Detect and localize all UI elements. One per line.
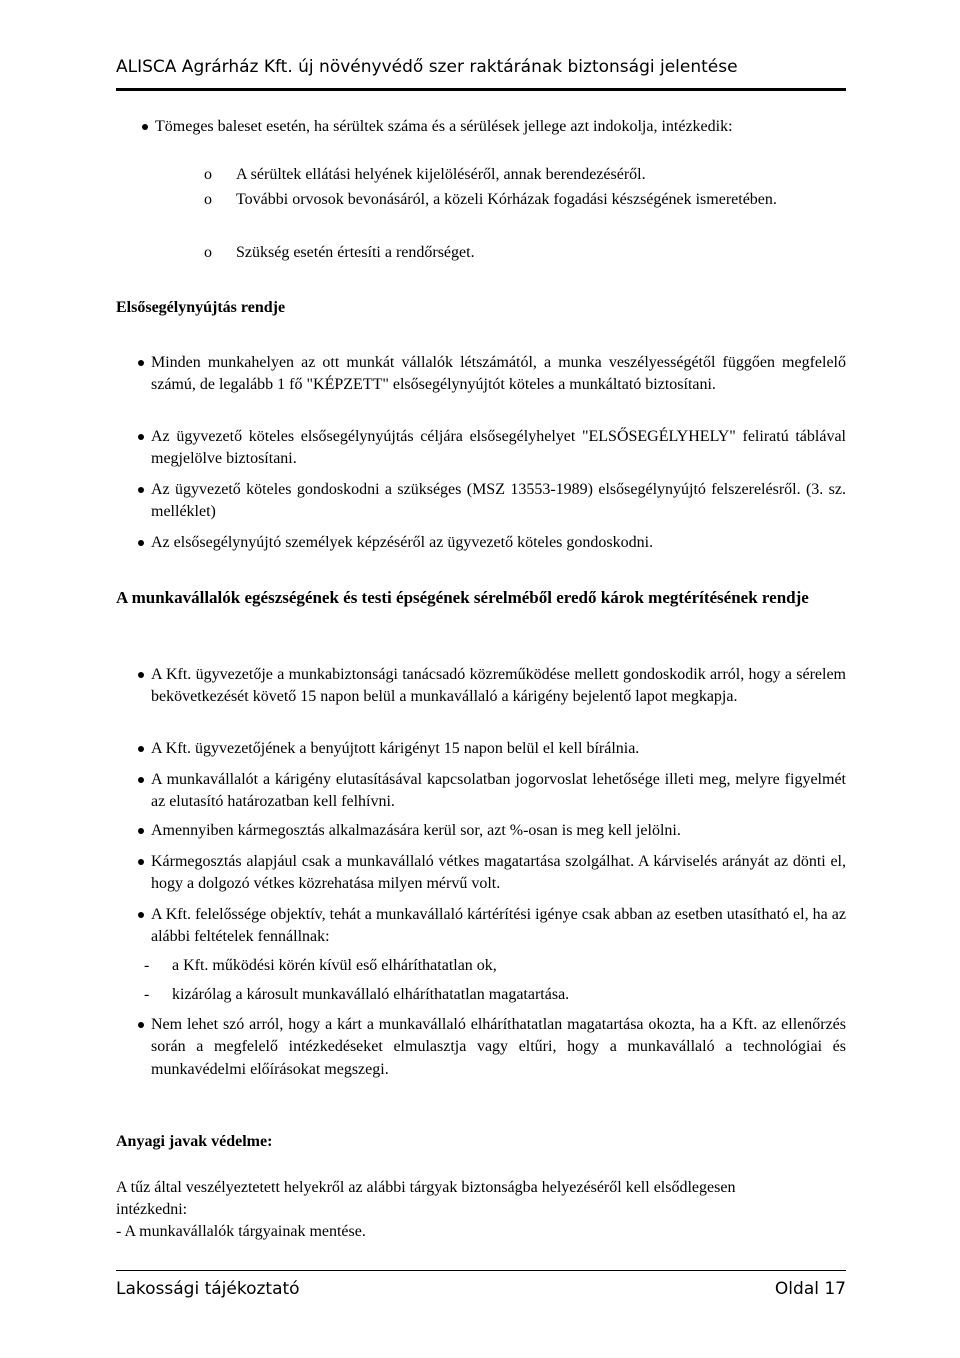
header-title: ALISCA Agrárház Kft. új növényvédő szer raktárának biztonsági jelentése [116,57,738,77]
list-item: Az ügyvezető köteles elsősegélynyújtás céljára elsősegélyhelyet "ELSŐSEGÉLYHELY" feliratú táblával megjelölve biztosítani. [151,426,846,471]
sub-list-item: o A sérültek ellátási helyének kijelöléséről, annak berendezéséről. [236,164,846,186]
list-item: Az elsősegélynyújtó személyek képzéséről az ügyvezető köteles gondoskodni. [151,532,846,554]
footer-left: Lakossági tájékoztató [116,1279,300,1299]
page-number: Oldal 17 [774,1279,846,1299]
list-item: Minden munkahelyen az ott munkát vállalók létszámától, a munka veszélyességétől függően megfelelő számú, de legalább 1 fő "KÉPZETT" elsősegélynyújtót köteles a munkáltató biztosítani. [151,352,846,397]
list-item: A Kft. felelőssége objektív, tehát a munkavállaló kártérítési igénye csak abban az esetben utasítható el, ha az alábbi feltételek fennállnak: [151,904,846,949]
paragraph: - A munkavállalók tárgyainak mentése. [116,1223,366,1240]
list-item: Kármegosztás alapjául csak a munkavállaló vétkes magatartása szolgálhat. A kárviselés arányát az dönti el, hogy a dolgozó vétkes közrehatása milyen mérvű volt. [151,851,846,896]
list-item: A Kft. ügyvezetőjének a benyújtott kárigényt 15 napon belül el kell bírálnia. [151,738,846,760]
footer-divider [116,1270,846,1271]
sub-list-item: o További orvosok bevonásáról, a közeli Kórházak fogadási készségének ismeretében. [236,189,846,211]
section-heading: Anyagi javak védelme: [116,1133,273,1150]
page-header [116,57,846,91]
sub-list-item: o Szükség esetén értesíti a rendőrséget. [236,242,846,264]
list-item: A Kft. ügyvezetője a munkabiztonsági tanácsadó közreműködése mellett gondoskodik arról, hogy a sérelem bekövetkezését követő 15 napon belül a munkavállaló a kárigény bejelentő lapot megkapja. [151,664,846,709]
list-item: A munkavállalót a kárigény elutasításával kapcsolatban jogorvoslat lehetősége illeti meg, melyre figyelmét az elutasító határozatban kell felhívni. [151,769,846,814]
dash-item: - a Kft. működési körén kívül eső elháríthatatlan ok, [172,955,846,977]
list-item: Amennyiben kármegosztás alkalmazására kerül sor, azt %-osan is meg kell jelölni. [151,820,846,842]
list-item: Tömeges baleset esetén, ha sérültek száma és a sérülések jellege azt indokolja, intézkedik: [155,116,846,138]
section-heading: Elsősegélynyújtás rendje [116,299,286,316]
list-item: Nem lehet szó arról, hogy a kárt a munkavállaló elháríthatatlan magatartása okozta, ha a Kft. az ellenőrzés során a megfelelő intézkedéseket elmulasztja vagy eltűri, hogy a munkavállaló a technológiai és munkavédelmi előírásokat megszegi. [151,1014,846,1081]
paragraph: A tűz által veszélyeztetett helyekről az alábbi tárgyak biztonságba helyezéséről kell elsődlegesen intézkedni: [116,1179,736,1219]
section-heading: A munkavállalók egészségének és testi épségének sérelméből eredő károk megtérítésének rendje [116,588,809,607]
dash-item: - kizárólag a károsult munkavállaló elháríthatatlan magatartása. [172,984,846,1006]
list-item: Az ügyvezető köteles gondoskodni a szükséges (MSZ 13553-1989) elsősegélynyújtó felszerelésről. (3. sz. melléklet) [151,479,846,524]
